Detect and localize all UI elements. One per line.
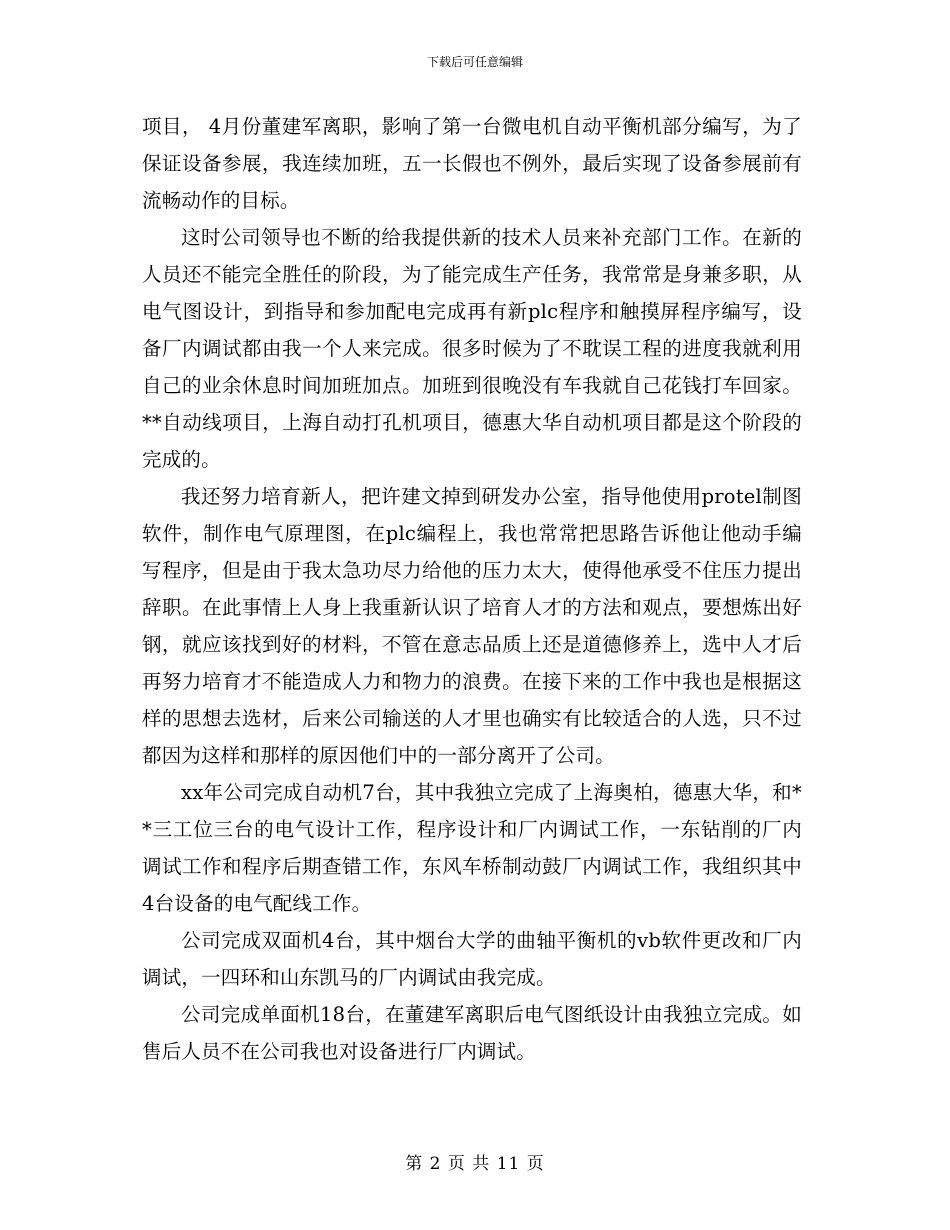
paragraph-6: 公司完成单面机18台，在董建军离职后电气图纸设计由我独立完成。如售后人员不在公司我也对设备进行厂内调试。 xyxy=(142,1003,802,1063)
paragraph-1: 项目， 4月份董建军离职，影响了第一台微电机自动平衡机部分编写，为了保证设备参展，我连续加班，五一长假也不例外，最后实现了设备参展前有流畅动作的目标。 xyxy=(142,115,802,212)
paragraph-2: 这时公司领导也不断的给我提供新的技术人员来补充部门工作。在新的人员还不能完全胜任的阶段，为了能完成生产任务，我常常是身兼多职，从电气图设计，到指导和参加配电完成再有新plc程序和触摸屏程序编写，设备厂内调试都由我一个人来完成。很多时候为了不耽误工程的进度我就利用自己的业余休息时间加班加点。加班到很晚没有车我就自己花钱打车回家。**自动线项目，上海自动打孔机项目，德惠大华自动机项目都是这个阶段的完成的。 xyxy=(142,226,802,471)
page-header: 下载后可任意编辑 xyxy=(426,55,523,69)
body-text xyxy=(142,108,802,1070)
page-number: 第 2 页 共 11 页 xyxy=(405,1154,545,1174)
paragraph-5: 公司完成双面机4台，其中烟台大学的曲轴平衡机的vb软件更改和厂内调试，一四环和山东凯马的厂内调试由我完成。 xyxy=(142,929,802,989)
paragraph-3: 我还努力培育新人，把许建文掉到研发办公室，指导他使用protel制图软件，制作电气原理图，在plc编程上，我也常常把思路告诉他让他动手编写程序，但是由于我太急功尽力给他的压力太大，使得他承受不住压力提出辞职。在此事情上人身上我重新认识了培育人才的方法和观点，要想炼出好钢，就应该找到好的材料，不管在意志品质上还是道德修养上，选中人才后再努力培育才不能造成人力和物力的浪费。在接下来的工作中我也是根据这样的思想去选材，后来公司输送的人才里也确实有比较适合的人选，只不过都因为这样和那样的原因他们中的一部分离开了公司。 xyxy=(142,485,802,767)
paragraph-4: xx年公司完成自动机7台，其中我独立完成了上海奥柏，德惠大华，和**三工位三台的电气设计工作，程序设计和厂内调试工作，一东钻削的厂内调试工作和程序后期查错工作，东风车桥制动鼓厂内调试工作，我组织其中4台设备的电气配线工作。 xyxy=(142,781,802,915)
